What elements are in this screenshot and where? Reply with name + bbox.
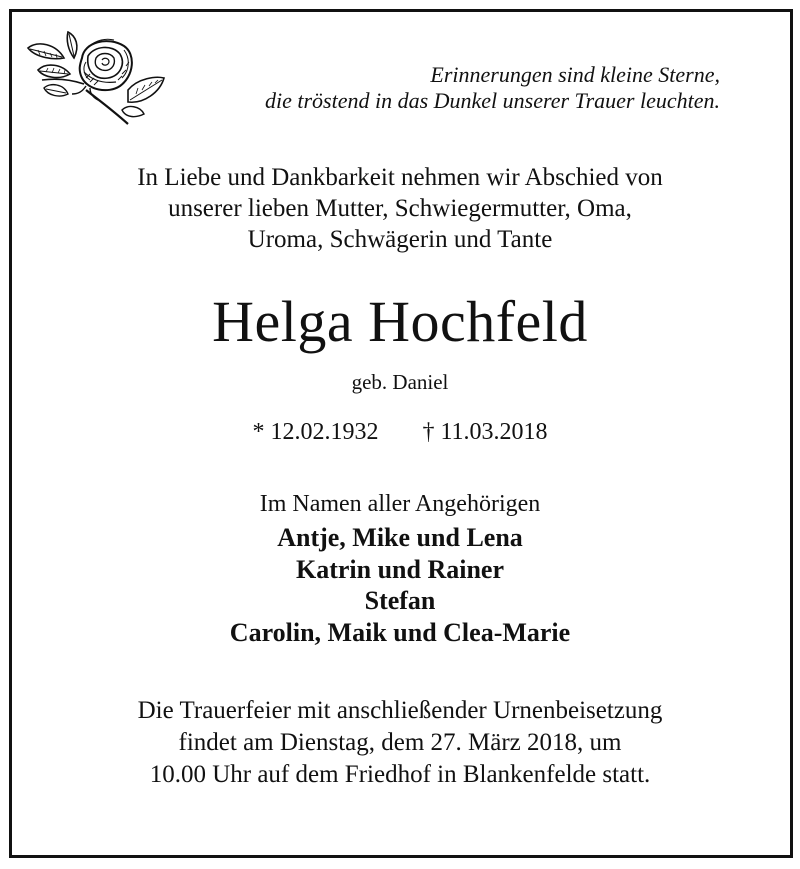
farewell-intro [0, 162, 800, 255]
service-line-3: 10.00 Uhr auf dem Friedhof in Blankenfelde statt. [149, 761, 651, 788]
mourners-lead: Im Namen aller Angehörigen [259, 491, 541, 517]
mourners-list [0, 522, 800, 648]
motto-line-1: Erinnerungen sind kleine Sterne, [430, 62, 720, 87]
intro-line-1: In Liebe und Dankbarkeit nehmen wir Abschied von [137, 164, 663, 191]
mourner-names: Carolin, Maik und Clea-Marie [229, 617, 571, 647]
rose-icon [24, 28, 166, 128]
motto-line-2: die tröstend in das Dunkel unserer Trauer leuchten. [264, 88, 720, 113]
service-line-1: Die Trauerfeier mit anschließender Urnenbeisetzung [137, 697, 663, 724]
mourner-names: Antje, Mike und Lena [277, 523, 523, 552]
death-date: † 11.03.2018 [422, 419, 548, 445]
birth-date: * 12.02.1932 [252, 419, 379, 445]
maiden-name: geb. Daniel [351, 370, 449, 394]
service-info [0, 695, 800, 791]
intro-line-3: Uroma, Schwägerin und Tante [247, 226, 553, 253]
mourner-names: Stefan [364, 586, 436, 615]
mourner-names: Katrin und Rainer [295, 554, 505, 584]
service-line-2: findet am Dienstag, dem 27. März 2018, um [178, 729, 622, 756]
intro-line-2: unserer lieben Mutter, Schwiegermutter, Oma, [168, 195, 632, 222]
life-dates [0, 418, 800, 446]
motto-quote [260, 62, 720, 114]
deceased-name: Helga Hochfeld [212, 289, 588, 354]
